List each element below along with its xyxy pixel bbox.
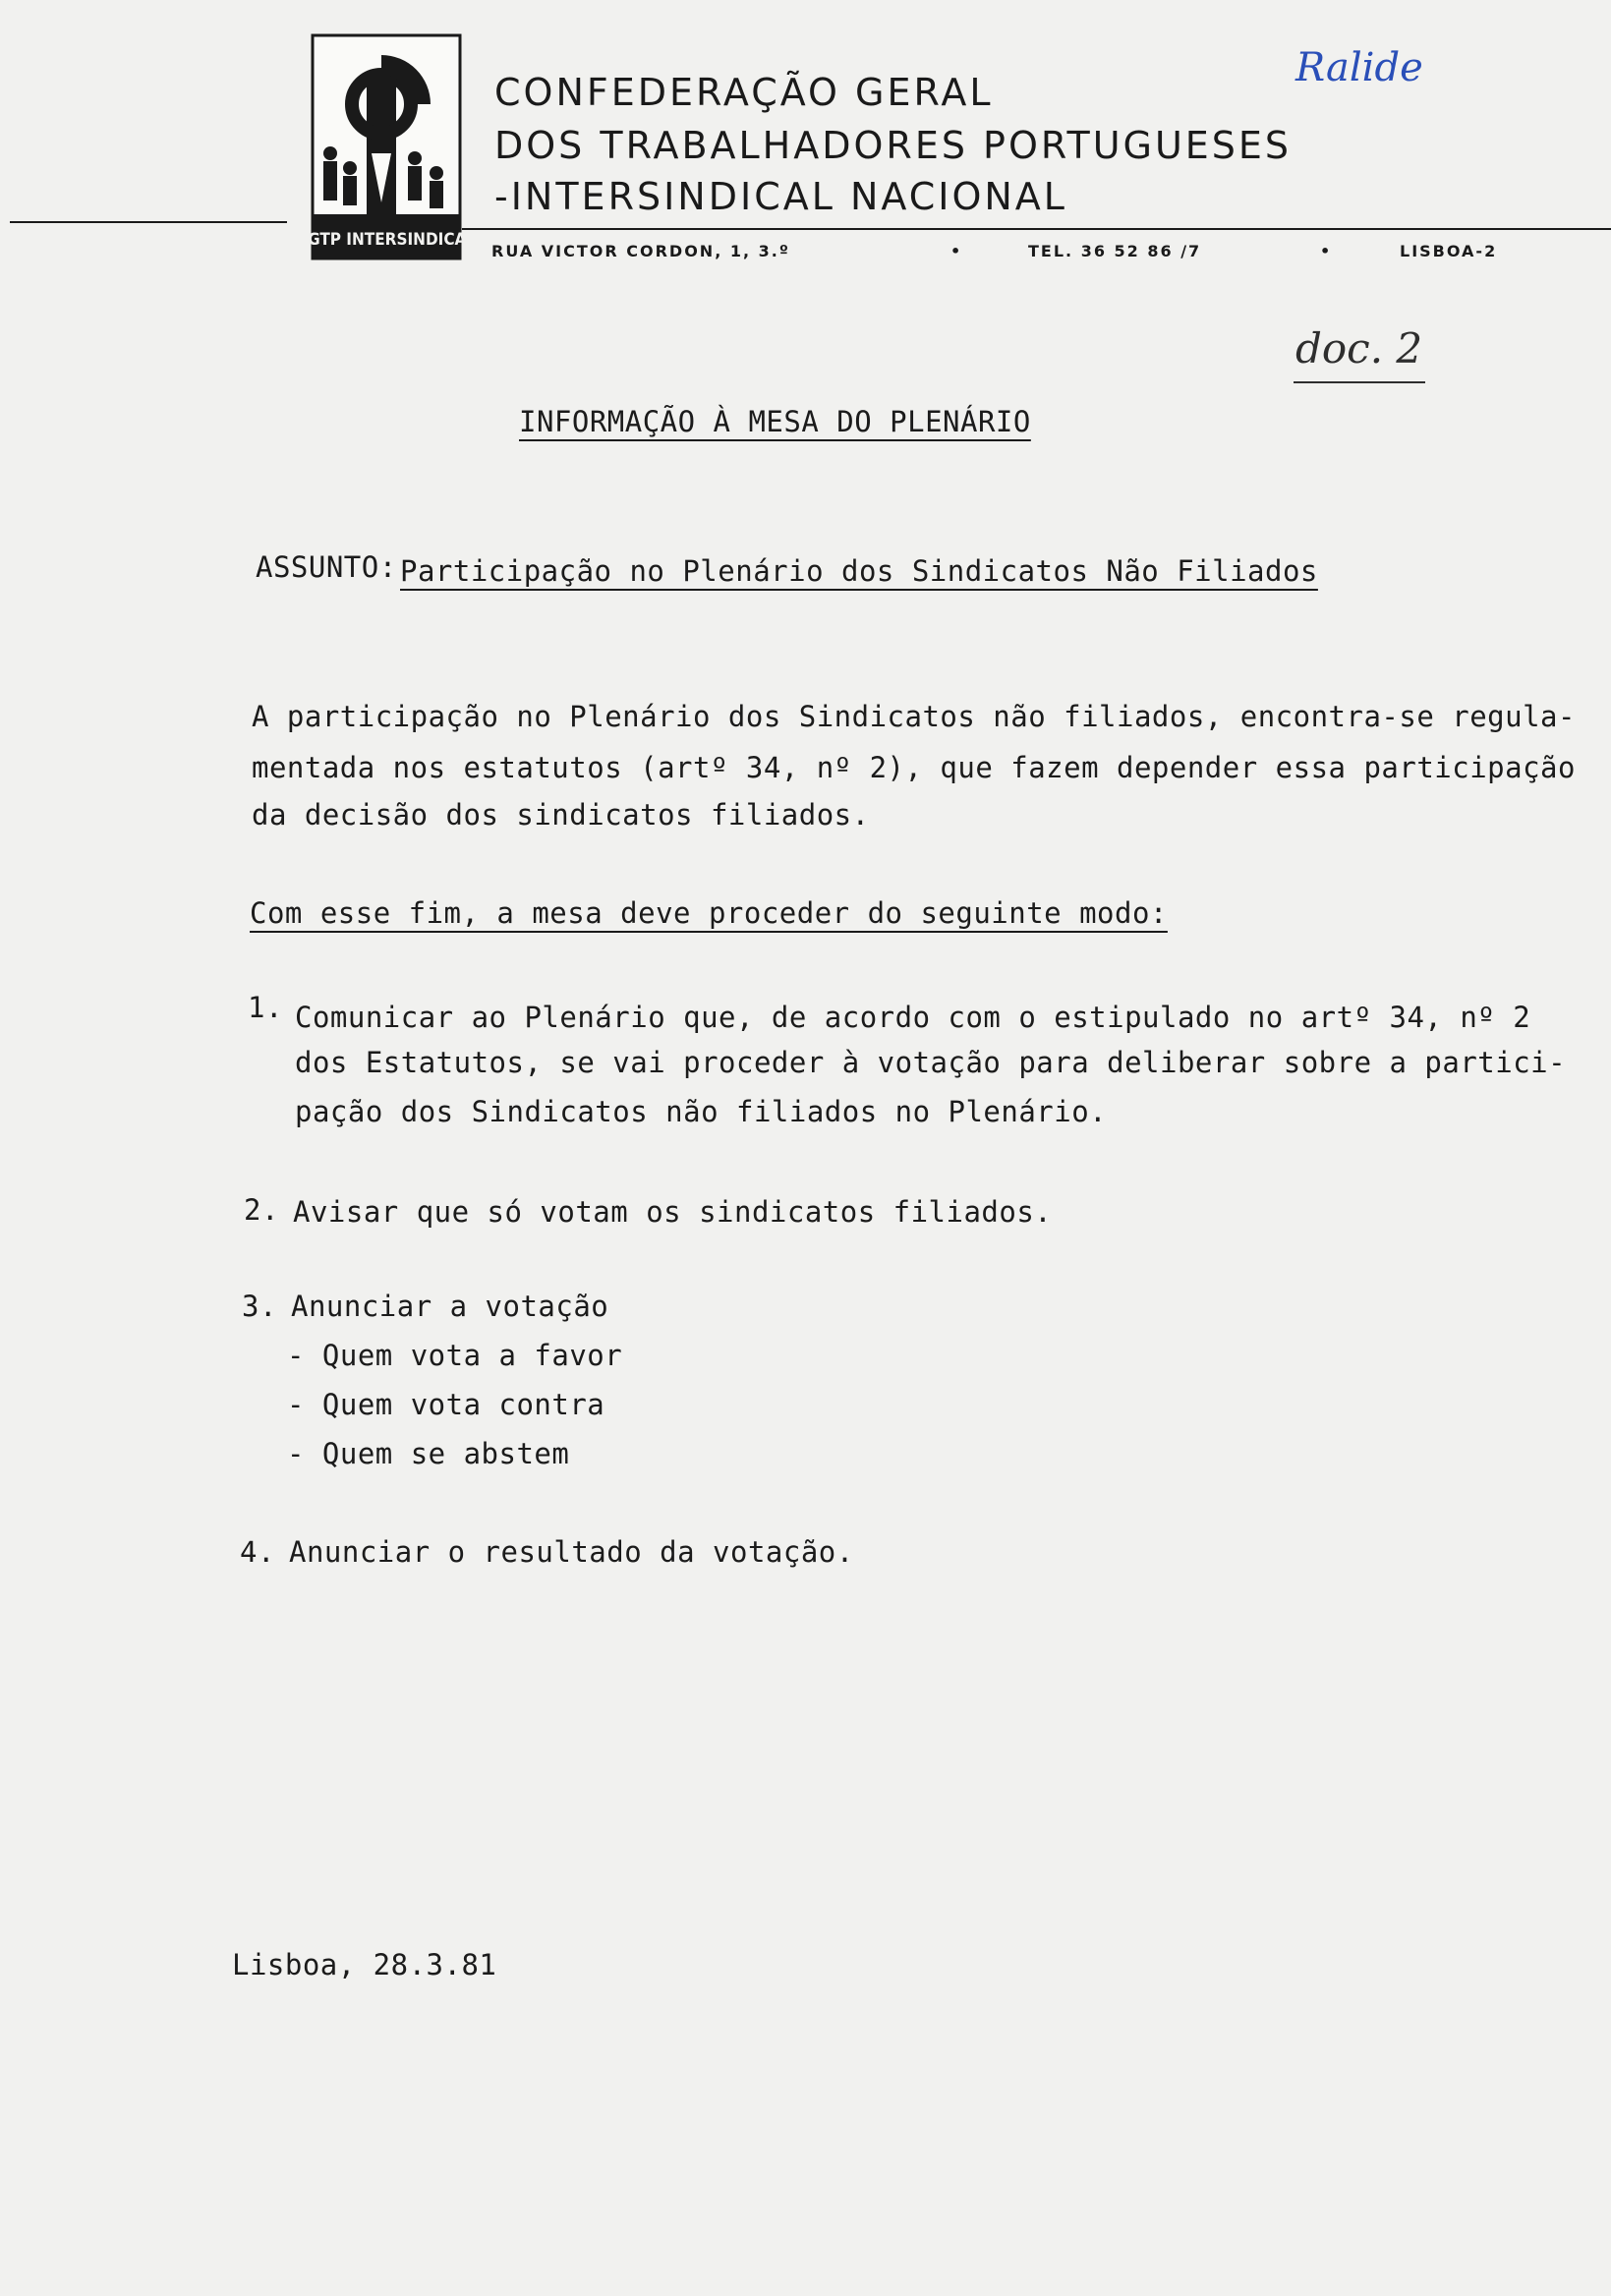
- item-number: 2.: [244, 1193, 279, 1227]
- address-separator-1: •: [950, 242, 963, 260]
- handwritten-doc-ref: doc. 2: [1295, 324, 1423, 373]
- city: LISBOA-2: [1400, 242, 1498, 260]
- letterhead-rule-right: [462, 228, 1611, 230]
- item-1-line-1: Comunicar ao Plenário que, de acordo com o estipulado no artº 34, nº 2: [295, 1001, 1531, 1034]
- item-number: 1.: [248, 991, 283, 1024]
- item-3-subitem-3: - Quem se abstem: [287, 1437, 570, 1470]
- item-3-subitem-2: - Quem vota contra: [287, 1388, 605, 1421]
- item-4-line-1: Anunciar o resultado da votação.: [289, 1535, 854, 1569]
- item-2-line-1: Avisar que só votam os sindicatos filiados.: [293, 1195, 1053, 1229]
- item-number: 4.: [240, 1535, 275, 1569]
- address: RUA VICTOR CORDON, 1, 3.º: [491, 242, 790, 260]
- procedure-heading: Com esse fim, a mesa deve proceder do seguinte modo:: [250, 896, 1168, 930]
- item-1-line-3: pação dos Sindicatos não filiados no Plenário.: [295, 1095, 1108, 1128]
- doc-ref-underline: [1294, 381, 1425, 383]
- item-number: 3.: [242, 1290, 277, 1323]
- phone: TEL. 36 52 86 /7: [1028, 242, 1202, 260]
- handwritten-signature: Ralide: [1295, 45, 1423, 90]
- intro-line-1: A participação no Plenário dos Sindicatos não filiados, encontra-se regula-: [252, 700, 1576, 733]
- svg-text:CGTP INTERSINDICAL: CGTP INTERSINDICAL: [296, 230, 477, 250]
- place-date: Lisboa, 28.3.81: [232, 1948, 497, 1981]
- org-name-line3: -INTERSINDICAL NACIONAL: [494, 175, 1067, 218]
- letterhead-rule-left: [10, 221, 287, 223]
- item-3-line-1: Anunciar a votação: [291, 1290, 609, 1323]
- intro-line-3: da decisão dos sindicatos filiados.: [252, 798, 870, 832]
- subject-label: ASSUNTO:: [256, 550, 397, 584]
- item-1-line-2: dos Estatutos, se vai proceder à votação para deliberar sobre a partici-: [295, 1046, 1567, 1079]
- subject-text: Participação no Plenário dos Sindicatos Não Filiados: [400, 554, 1318, 588]
- intro-line-2: mentada nos estatutos (artº 34, nº 2), que fazem depender essa participação: [252, 751, 1576, 784]
- org-name-line1: CONFEDERAÇÃO GERAL: [494, 71, 994, 114]
- address-separator-2: •: [1320, 242, 1333, 260]
- item-3-subitem-1: - Quem vota a favor: [287, 1339, 623, 1372]
- org-name-line2: DOS TRABALHADORES PORTUGUESES: [494, 124, 1293, 167]
- document-title: INFORMAÇÃO À MESA DO PLENÁRIO: [519, 405, 1031, 438]
- cgtp-logo: [296, 35, 477, 258]
